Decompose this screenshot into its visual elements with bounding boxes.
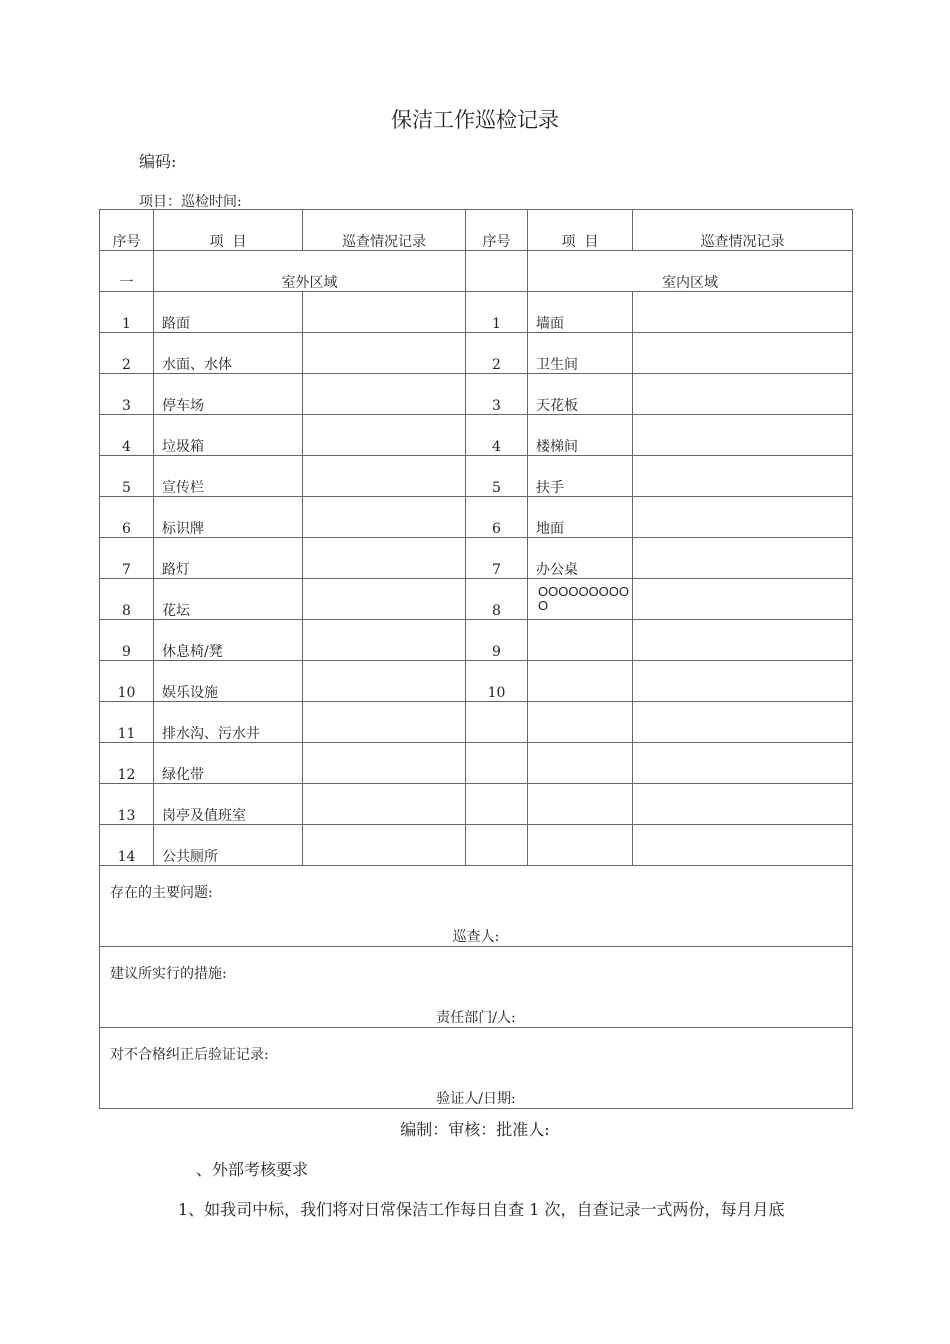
row-item: 标识牌 xyxy=(154,497,303,538)
table-row xyxy=(100,415,853,456)
row-item: 排水沟、污水井 xyxy=(154,702,303,743)
header-row xyxy=(100,210,853,251)
row-record[interactable] xyxy=(303,784,466,825)
row-record-2[interactable] xyxy=(633,456,853,497)
external-heading: 、外部考核要求 xyxy=(196,1160,309,1179)
row-seq: 8 xyxy=(100,579,154,620)
row-item: 花坛 xyxy=(154,579,303,620)
row-item-2: 办公桌 xyxy=(528,538,633,579)
row-record-2[interactable] xyxy=(633,825,853,866)
row-item-2: 地面 xyxy=(528,497,633,538)
row-item-2: 卫生间 xyxy=(528,333,633,374)
table-row xyxy=(100,743,853,784)
measures-cell[interactable] xyxy=(100,947,853,1028)
row-record[interactable] xyxy=(303,333,466,374)
row-record[interactable] xyxy=(303,579,466,620)
row-record[interactable] xyxy=(303,415,466,456)
table-row xyxy=(100,661,853,702)
row-item-2-text: OOOOOOOOOO xyxy=(538,584,630,613)
row-record-2[interactable] xyxy=(633,702,853,743)
row-record[interactable] xyxy=(303,374,466,415)
row-seq-2: 9 xyxy=(466,620,528,661)
sign-line: 编制：审核：批准人: xyxy=(400,1120,550,1139)
row-record-2[interactable] xyxy=(633,743,853,784)
project-time-line: 项目：巡检时间: xyxy=(139,194,242,210)
table-row xyxy=(100,333,853,374)
table-row xyxy=(100,620,853,661)
row-record[interactable] xyxy=(303,825,466,866)
row-item: 公共厕所 xyxy=(154,825,303,866)
row-item-2: 墙面 xyxy=(528,292,633,333)
table-row xyxy=(100,538,853,579)
row-seq-2 xyxy=(466,743,528,784)
table-row xyxy=(100,825,853,866)
table-row xyxy=(100,374,853,415)
row-seq-2: 5 xyxy=(466,456,528,497)
inspector-label: 巡查人: xyxy=(452,929,500,945)
measures-label: 建议所实行的措施: xyxy=(110,966,227,982)
row-seq: 4 xyxy=(100,415,154,456)
row-record[interactable] xyxy=(303,661,466,702)
row-item: 路灯 xyxy=(154,538,303,579)
row-record[interactable] xyxy=(303,292,466,333)
row-record[interactable] xyxy=(303,497,466,538)
row-item: 路面 xyxy=(154,292,303,333)
row-item: 垃圾箱 xyxy=(154,415,303,456)
row-record-2[interactable] xyxy=(633,497,853,538)
row-item-2 xyxy=(528,579,633,620)
header-record: 巡查情况记录 xyxy=(303,210,466,251)
section-left-index: 一 xyxy=(100,251,154,292)
row-item: 娱乐设施 xyxy=(154,661,303,702)
section-right-index xyxy=(466,251,528,292)
row-seq: 12 xyxy=(100,743,154,784)
header-seq: 序号 xyxy=(100,210,154,251)
row-item: 岗亭及值班室 xyxy=(154,784,303,825)
row-seq: 3 xyxy=(100,374,154,415)
row-seq-2: 1 xyxy=(466,292,528,333)
problems-row xyxy=(100,866,853,947)
row-item: 水面、水体 xyxy=(154,333,303,374)
row-seq-2: 2 xyxy=(466,333,528,374)
row-item: 停车场 xyxy=(154,374,303,415)
row-item: 绿化带 xyxy=(154,743,303,784)
row-item: 宣传栏 xyxy=(154,456,303,497)
external-paragraph: 1、如我司中标，我们将对日常保洁工作每日自查 1 次，自查记录一式两份，每月月底 xyxy=(178,1200,785,1219)
row-seq: 14 xyxy=(100,825,154,866)
row-seq-2: 3 xyxy=(466,374,528,415)
row-item-2 xyxy=(528,784,633,825)
row-record-2[interactable] xyxy=(633,579,853,620)
problems-label: 存在的主要问题: xyxy=(110,885,213,901)
row-seq: 7 xyxy=(100,538,154,579)
header-record-2: 巡查情况记录 xyxy=(633,210,853,251)
section-row xyxy=(100,251,853,292)
row-item-2: 楼梯间 xyxy=(528,415,633,456)
row-item-2 xyxy=(528,743,633,784)
document-title: 保洁工作巡检记录 xyxy=(391,108,559,132)
row-seq-2: 8 xyxy=(466,579,528,620)
verify-row xyxy=(100,1028,853,1109)
row-item-2 xyxy=(528,620,633,661)
row-item-2 xyxy=(528,825,633,866)
row-seq-2 xyxy=(466,784,528,825)
row-item: 休息椅/凳 xyxy=(154,620,303,661)
row-record-2[interactable] xyxy=(633,784,853,825)
verify-label: 对不合格纠正后验证记录: xyxy=(110,1047,269,1063)
row-record[interactable] xyxy=(303,456,466,497)
row-seq: 13 xyxy=(100,784,154,825)
responsible-label: 责任部门/人: xyxy=(436,1010,516,1026)
row-seq: 5 xyxy=(100,456,154,497)
table-row xyxy=(100,579,853,620)
table-row xyxy=(100,497,853,538)
table-row xyxy=(100,456,853,497)
row-record[interactable] xyxy=(303,743,466,784)
row-record[interactable] xyxy=(303,702,466,743)
row-record-2[interactable] xyxy=(633,292,853,333)
section-right-label: 室内区域 xyxy=(528,251,853,292)
section-left-label: 室外区域 xyxy=(154,251,466,292)
row-seq: 10 xyxy=(100,661,154,702)
row-seq: 1 xyxy=(100,292,154,333)
row-seq-2: 6 xyxy=(466,497,528,538)
row-seq: 6 xyxy=(100,497,154,538)
row-seq: 2 xyxy=(100,333,154,374)
verify-cell[interactable] xyxy=(100,1028,853,1109)
row-seq-2: 10 xyxy=(466,661,528,702)
row-item-2 xyxy=(528,702,633,743)
row-record[interactable] xyxy=(303,620,466,661)
row-item-2: 天花板 xyxy=(528,374,633,415)
row-item-2: 扶手 xyxy=(528,456,633,497)
measures-row xyxy=(100,947,853,1028)
row-record-2[interactable] xyxy=(633,374,853,415)
table-row xyxy=(100,784,853,825)
verifier-label: 验证人/日期: xyxy=(436,1091,516,1107)
row-seq-2 xyxy=(466,825,528,866)
row-seq-2 xyxy=(466,702,528,743)
problems-cell[interactable] xyxy=(100,866,853,947)
row-seq: 11 xyxy=(100,702,154,743)
row-record-2[interactable] xyxy=(633,333,853,374)
code-label: 编码: xyxy=(139,152,177,171)
table-row xyxy=(100,292,853,333)
row-item-2 xyxy=(528,661,633,702)
row-record-2[interactable] xyxy=(633,415,853,456)
inspection-table xyxy=(99,209,853,1109)
row-record-2[interactable] xyxy=(633,661,853,702)
header-seq-2: 序号 xyxy=(466,210,528,251)
row-record-2[interactable] xyxy=(633,620,853,661)
row-record-2[interactable] xyxy=(633,538,853,579)
header-item-2: 项 目 xyxy=(528,210,633,251)
row-seq-2: 4 xyxy=(466,415,528,456)
header-item: 项 目 xyxy=(154,210,303,251)
row-record[interactable] xyxy=(303,538,466,579)
row-seq: 9 xyxy=(100,620,154,661)
table-row xyxy=(100,702,853,743)
row-seq-2: 7 xyxy=(466,538,528,579)
